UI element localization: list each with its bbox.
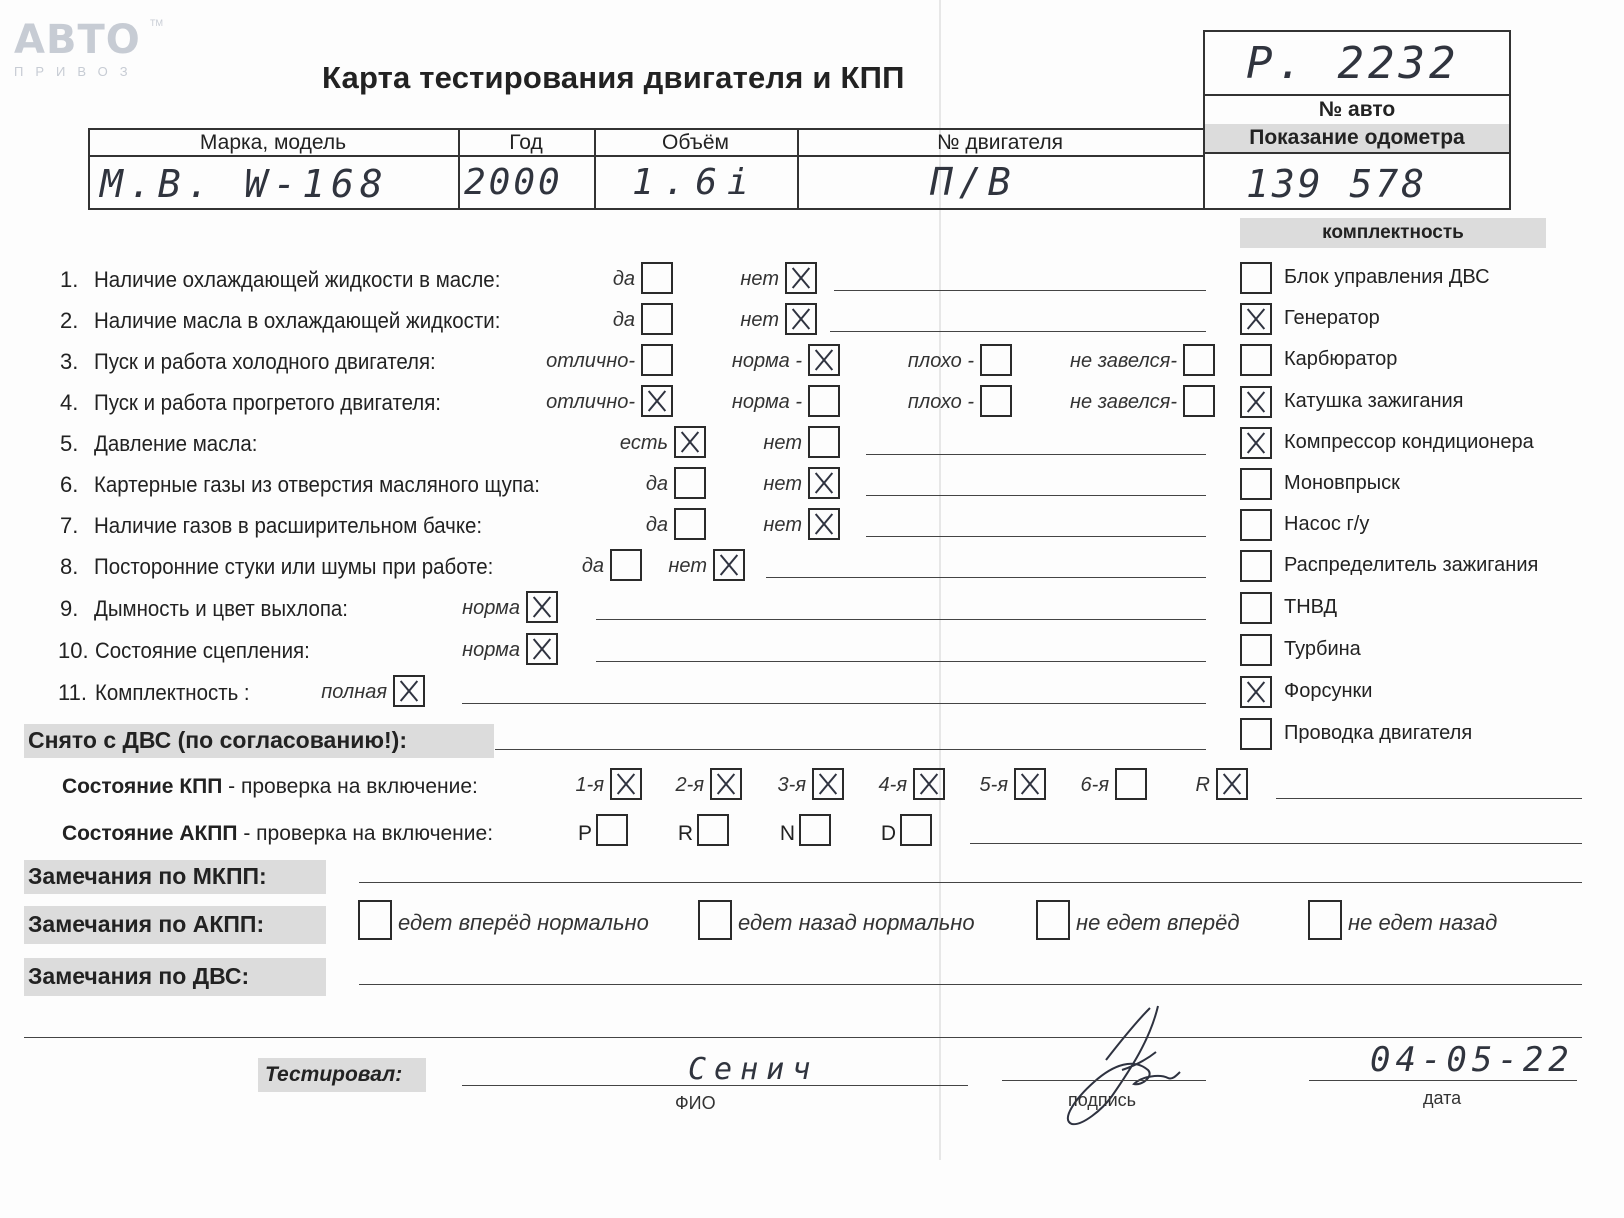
question-number: 4. [60,390,79,415]
completeness-checkbox[interactable] [1240,634,1272,666]
completeness-checkbox[interactable] [1240,592,1272,624]
gear-label: 6-я [1080,774,1109,796]
option-label: не завелся- [1070,391,1177,413]
gear-label: 3-я [777,774,806,796]
option-label: плохо - [907,350,974,372]
completeness-checkbox[interactable] [1240,509,1272,541]
option-checkbox[interactable] [674,467,706,499]
akpp-remark-checkbox[interactable] [1036,900,1070,940]
akpp-mode-label: R [677,822,693,845]
akpp-remark-checkbox[interactable] [698,900,732,940]
option-checkbox[interactable] [785,303,817,335]
akpp-remark-label: не едет назад [1348,910,1498,935]
option-checkbox[interactable] [808,467,840,499]
answer-line [834,290,1206,291]
answer-line [596,661,1206,662]
question-number: 9. [60,596,79,621]
brand-logo [14,17,163,79]
option-label: да [612,268,635,290]
date-value: 04-05-22 [1370,1040,1574,1080]
option-label: да [645,473,668,495]
gear-label: 4-я [878,774,907,796]
odometer-label: Показание одометра [1249,126,1465,149]
option-checkbox[interactable] [526,591,558,623]
answer-line [866,454,1206,455]
question-number: 11. [58,680,87,705]
gear-checkbox[interactable] [913,768,945,800]
page-title: Карта тестирования двигателя и КПП [322,60,905,95]
option-checkbox[interactable] [980,344,1012,376]
completeness-item-label: Катушка зажигания [1284,390,1464,412]
completeness-item-label: Блок управления ДВС [1284,266,1490,288]
gear-label: R [1195,774,1210,796]
question-text: Пуск и работа холодного двигателя: [94,349,436,374]
question-text: Наличие масла в охлаждающей жидкости: [94,308,501,333]
gear-label: 1-я [575,774,604,796]
question-text: Состояние сцепления: [95,638,310,663]
answer-line [766,577,1206,578]
option-checkbox[interactable] [980,385,1012,417]
gear-checkbox[interactable] [1014,768,1046,800]
option-label: норма [462,639,520,661]
completeness-checkbox[interactable] [1240,344,1272,376]
auto-no-label: № авто [1318,98,1396,121]
completeness-checkbox[interactable] [1240,303,1272,335]
completeness-item-label: Компрессор кондиционера [1284,431,1534,453]
option-label: не завелся- [1070,350,1177,372]
akpp-mode-checkbox[interactable] [697,814,729,846]
question-text: Наличие охлаждающей жидкости в масле: [94,267,501,292]
col-year: Год [509,131,543,154]
completeness-checkbox[interactable] [1240,550,1272,582]
answer-line [462,703,1206,704]
option-checkbox[interactable] [674,426,706,458]
completeness-checkbox[interactable] [1240,676,1272,708]
remarks-dvs-label: Замечания по ДВС: [28,963,250,989]
option-label: да [581,555,604,577]
kpp-label: Состояние КПП - проверка на включение: [62,775,478,798]
akpp-mode-checkbox[interactable] [799,814,831,846]
option-checkbox[interactable] [641,303,673,335]
logo-main-text: АВТО [14,17,141,63]
removed-label: Снято с ДВС (по согласованию!): [28,727,407,753]
option-label: нет [763,514,802,536]
option-checkbox[interactable] [641,385,673,417]
question-text: Картерные газы из отверстия масляного щупа: [94,472,541,497]
remarks-mkpp-label: Замечания по МКПП: [28,863,267,889]
akpp-mode-label: D [880,822,896,845]
signature-label: подпись [1068,1090,1137,1110]
akpp-mode-label: N [779,822,795,845]
col-model: Марка, модель [199,131,347,154]
option-label: норма [462,597,520,619]
completeness-checkbox[interactable] [1240,427,1272,459]
option-label: нет [668,555,707,577]
remarks-akpp-label: Замечания по АКПП: [28,911,265,937]
completeness-item-label: Моновпрыск [1284,472,1400,494]
option-label: полная [321,681,387,703]
option-checkbox[interactable] [526,633,558,665]
completeness-item-label: Турбина [1284,638,1361,660]
option-checkbox[interactable] [641,262,673,294]
ref-number: P. 2232 [1246,38,1460,89]
answer-line [830,331,1206,332]
option-checkbox[interactable] [641,344,673,376]
option-checkbox[interactable] [713,549,745,581]
model-value: M.B. W-168 [100,162,389,206]
tested-label: Тестировал: [265,1063,403,1086]
question-text: Посторонние стуки или шумы при работе: [94,554,494,579]
gear-checkbox[interactable] [710,768,742,800]
option-checkbox[interactable] [674,508,706,540]
gear-checkbox[interactable] [1115,768,1147,800]
question-number: 6. [60,472,79,497]
year-value: 2000 [464,162,563,203]
akpp-remark-checkbox[interactable] [1308,900,1342,940]
completeness-checkbox[interactable] [1240,468,1272,500]
question-text: Дымность и цвет выхлопа: [94,596,348,621]
question-number: 7. [60,513,79,538]
answer-line [866,536,1206,537]
question-number: 1. [60,267,79,292]
option-checkbox[interactable] [808,344,840,376]
option-label: нет [763,473,802,495]
option-checkbox[interactable] [808,385,840,417]
completeness-checkbox[interactable] [1240,262,1272,294]
option-label: отлично- [546,391,635,413]
akpp-remark-checkbox[interactable] [358,900,392,940]
date-label: дата [1423,1088,1462,1108]
col-volume: Объём [662,131,729,154]
option-label: плохо - [907,391,974,413]
akpp-mode-checkbox[interactable] [596,814,628,846]
option-checkbox[interactable] [393,675,425,707]
answer-line [596,619,1206,620]
gear-label: 2-я [675,774,704,796]
question-number: 10. [58,638,89,663]
question-text: Пуск и работа прогретого двигателя: [94,390,441,415]
akpp-remark-label: едет назад нормально [738,910,975,935]
completeness-item-label: ТНВД [1284,596,1338,618]
completeness-item-label: Генератор [1284,307,1380,329]
option-label: норма - [731,391,802,413]
completeness-item-label: Форсунки [1284,680,1373,702]
option-checkbox[interactable] [808,508,840,540]
volume-value: 1.6i [632,162,759,203]
option-label: нет [740,309,779,331]
completeness-item-label: Насос г/у [1284,513,1370,535]
option-label: отлично- [546,350,635,372]
option-label: норма - [731,350,802,372]
akpp-remark-label: не едет вперёд [1076,910,1240,935]
akpp-remark-label: едет вперёд нормально [398,910,649,935]
logo-tm: TM [150,18,163,28]
completeness-checkbox[interactable] [1240,718,1272,750]
gear-checkbox[interactable] [610,768,642,800]
question-number: 5. [60,431,79,456]
completeness-item-label: Распределитель зажигания [1284,554,1539,576]
option-label: есть [619,432,668,454]
col-engine-no: № двигателя [937,131,1063,154]
akpp-mode-checkbox[interactable] [900,814,932,846]
question-number: 2. [60,308,79,333]
fio-label: ФИО [675,1093,716,1113]
question-text: Давление масла: [94,431,258,456]
completeness-item-label: Проводка двигателя [1284,722,1473,744]
option-checkbox[interactable] [808,426,840,458]
question-number: 8. [60,554,79,579]
answer-line [866,495,1206,496]
completeness-checkbox[interactable] [1240,386,1272,418]
akpp-label: Состояние АКПП - проверка на включение: [62,822,494,845]
gear-label: 5-я [979,774,1008,796]
option-checkbox[interactable] [785,262,817,294]
odometer-value: 139 578 [1246,162,1428,206]
option-label: да [645,514,668,536]
logo-sub-text: ПРИВОЗ [14,64,140,79]
option-checkbox[interactable] [610,549,642,581]
option-label: нет [740,268,779,290]
fio-value: Сенич [688,1052,819,1087]
gear-checkbox[interactable] [812,768,844,800]
akpp-mode-label: P [577,822,592,845]
question-text: Наличие газов в расширительном бачке: [94,513,483,538]
option-checkbox[interactable] [1183,385,1215,417]
completeness-item-label: Карбюратор [1284,348,1398,370]
question-number: 3. [60,349,79,374]
question-text: Комплектность : [95,680,250,705]
gear-checkbox[interactable] [1216,768,1248,800]
option-checkbox[interactable] [1183,344,1215,376]
option-label: нет [763,432,802,454]
option-label: да [612,309,635,331]
engine-no-value: П/В [930,160,1017,204]
completeness-title: комплектность [1322,222,1464,243]
